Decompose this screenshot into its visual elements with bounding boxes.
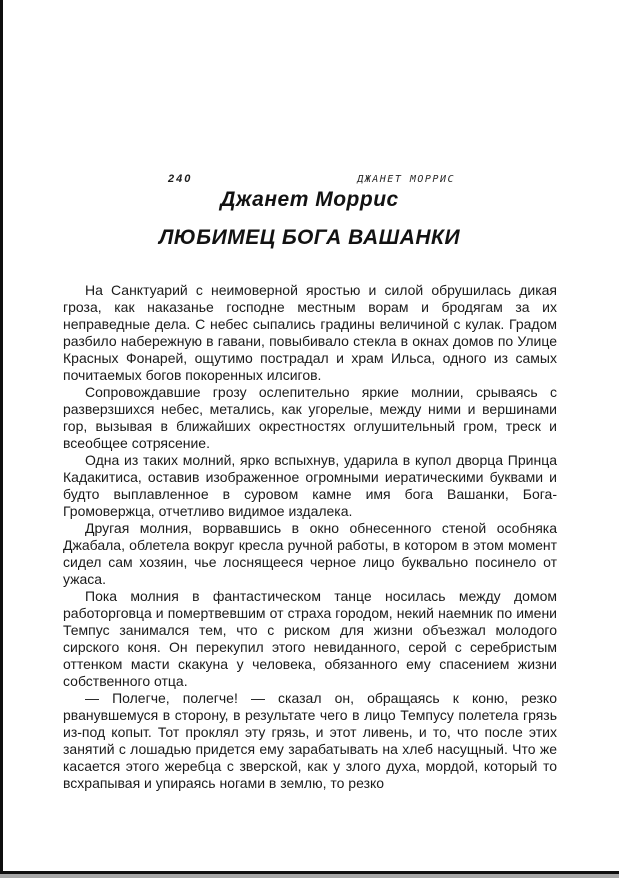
page-number: 240 [168, 173, 193, 185]
paragraph: Другая молния, ворвавшись в окно обнесенного стеной особняка Джабала, облетела вокруг кресла ручной работы, в котором в этом момент сидел сам хозяин, чье лоснящееся черное лицо буквально посинело от ужаса. [63, 520, 557, 587]
running-header-title: ДЖАНЕТ МОРРИС [357, 174, 455, 185]
paragraph: На Санктуарий с неимоверной яростью и силой обрушилась дикая гроза, как наказанье господне местным ворам и бродягам за их неправедные дела. С небес сыпались градины величиной с кулак. Градом разбило набережную в гавани, повыбивало стекла в окнах домов по Улице Красных Фонарей, ощутимо пострадал и храм Ильса, одного из самых почитаемых богов покоренных илсигов. [63, 282, 557, 383]
page-bottom-shadow [0, 874, 619, 878]
body-text [63, 282, 557, 792]
page-left-edge-line [0, 0, 3, 878]
paragraph: Одна из таких молний, ярко вспыхнув, ударила в купол дворца Принца Кадакитиса, оставив изображенное огромными иератическими буквами и будто выплавленное в суровом камне имя бога Вашанки, Бога-Громовержца, отчетливо видимое издалека. [63, 452, 557, 519]
paragraph: — Полегче, полегче! — сказал он, обращаясь к коню, резко рванувшемуся в сторону, в результате чего в лицо Темпусу полетела грязь из-под копыт. Тот проклял эту грязь, и этот ливень, и то, что после этих занятий с лошадью придется ему зарабатывать на хлеб насущный. Что же касается этого жеребца с зверской, как у злого духа, мордой, который то всхрапывая и упираясь ногами в землю, то резко [63, 690, 557, 791]
running-header [168, 173, 455, 185]
book-title-heading: ЛЮБИМЕЦ БОГА ВАШАНКИ [158, 226, 461, 249]
paragraph: Сопровождавшие грозу ослепительно яркие молнии, срываясь с разверзшихся небес, метались, как угорелые, между ними и вершинами гор, вызывая в ближайших окрестностях оглушительный гром, треск и всеобщее сотрясение. [63, 384, 557, 451]
author-heading: Джанет Моррис [220, 188, 399, 211]
paragraph: Пока молния в фантастическом танце носилась между домом работорговца и помертвевшим от страха городом, некий наемник по имени Темпус занимался тем, что с риском для жизни объезжал молодого сирского коня. Он перекупил этого невиданного, серой с серебристым оттенком масти скакуна у человека, обязанного ему спасением жизни собственного отца. [63, 588, 557, 689]
